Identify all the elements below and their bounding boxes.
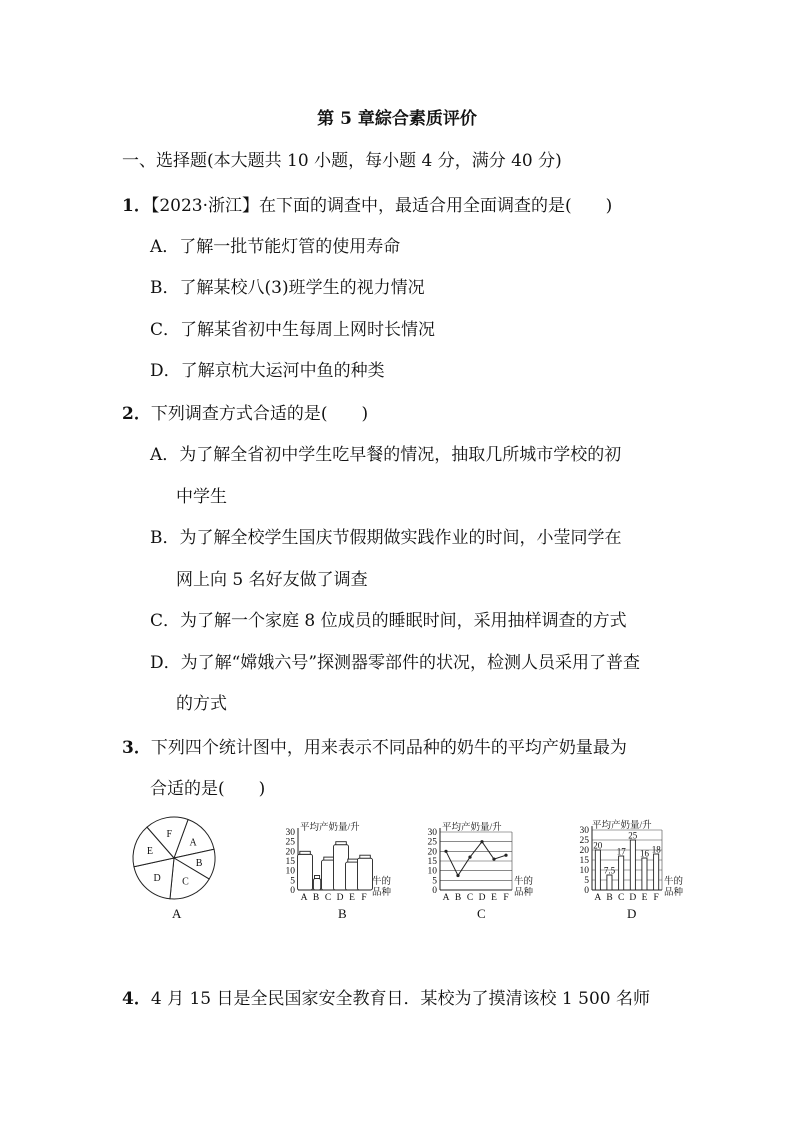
option-2b: B．为了解全校学生国庆节假期做实践作业的时间，小莹同学在: [150, 528, 622, 548]
question-3: [122, 733, 627, 758]
chart-a-pie: [124, 814, 234, 904]
chart-caption-d: D: [627, 906, 637, 921]
pie-slice-label: E: [146, 846, 153, 857]
y-tick-label: 10: [285, 866, 295, 877]
chart-caption-b: B: [338, 906, 347, 921]
y-tick-label: 5: [432, 876, 437, 887]
page-title: 第 5 章綜合素质评价: [317, 109, 477, 129]
chart-caption-a: A: [172, 906, 182, 921]
data-point: [444, 850, 447, 853]
x-tick-label: E: [349, 893, 355, 903]
y-tick-label: 25: [285, 837, 295, 848]
x-tick-label: C: [618, 893, 625, 903]
x-tick-label: F: [653, 893, 659, 903]
option-2d: D．为了解“嫦娥六号”探测器零部件的状况，检测人员采用了普查: [150, 653, 641, 673]
x-tick-label: D: [478, 893, 486, 903]
y-tick-label: 0: [584, 886, 589, 896]
y-tick-label: 30: [427, 828, 437, 838]
y-axis-title: 平均产奶量/升: [592, 821, 652, 831]
x-tick-label: F: [361, 893, 367, 903]
option-1b: B．了解某校八(3)班学生的视力情况: [150, 278, 425, 298]
y-axis-title: 平均产奶量/升: [300, 823, 360, 833]
y-tick-label: 10: [427, 866, 437, 877]
x-tick-label: A: [300, 893, 308, 903]
pie-slice-label: F: [166, 829, 173, 840]
x-axis-title-line1: 牛的: [372, 877, 392, 887]
data-label: 16: [640, 848, 649, 859]
y-axis-title: 平均产奶量/升: [442, 823, 502, 833]
pie-slice-label: B: [195, 858, 203, 870]
data-label: 25: [628, 830, 638, 841]
question-text: 4 月 15 日是全民国家安全教育日．某校为了摸清该校 1 500 名师: [150, 989, 650, 1009]
x-tick-label: A: [594, 893, 602, 903]
bar: [595, 850, 600, 890]
x-tick-label: C: [324, 893, 332, 903]
option-2a: A．为了解全省初中学生吃早餐的情况，抽取几所城市学校的初: [150, 445, 622, 465]
x-tick-label: D: [629, 893, 637, 903]
option-1a: A．了解一批节能灯管的使用寿命: [150, 237, 401, 257]
y-tick-label: 15: [285, 857, 295, 867]
chart-caption-c: C: [477, 906, 486, 921]
bottle-cap: [315, 876, 320, 879]
bar: [619, 856, 624, 890]
option-1d: D．了解京杭大运河中鱼的种类: [150, 361, 385, 381]
section-heading: 一、选择题(本大题共 10 小题，每小题 4 分，满分 40 分): [122, 151, 562, 171]
x-tick-label: C: [466, 893, 474, 903]
y-tick-label: 25: [579, 836, 589, 846]
y-tick-label: 15: [427, 857, 437, 867]
data-label: 7.5: [603, 865, 616, 876]
question-2: [122, 399, 368, 424]
question-number: 3．: [122, 738, 151, 758]
bottle-body: [313, 879, 320, 891]
y-tick-label: 5: [290, 876, 295, 887]
bottle-cap: [348, 859, 359, 862]
x-axis-title-line1: 牛的: [514, 877, 534, 887]
data-point: [504, 854, 507, 857]
y-tick-label: 30: [285, 828, 295, 838]
question-text: 下列调查方式合适的是( ): [150, 404, 369, 424]
y-tick-label: 5: [584, 876, 589, 886]
x-tick-label: E: [491, 893, 497, 903]
bottle-cap: [324, 857, 335, 860]
option-2c: C．为了解一个家庭 8 位成员的睡眠时间，采用抽样调查的方式: [150, 611, 627, 631]
x-tick-label: E: [641, 893, 648, 903]
option-1c: C．了解某省初中生每周上网时长情况: [150, 320, 436, 340]
question-1: [122, 191, 612, 216]
x-tick-label: B: [606, 893, 613, 903]
bottle-cap: [300, 851, 311, 854]
data-point: [468, 856, 471, 859]
x-tick-label: A: [442, 893, 450, 903]
y-tick-label: 0: [432, 886, 437, 896]
data-point: [456, 874, 459, 877]
bar: [642, 858, 647, 890]
x-tick-label: B: [454, 893, 462, 903]
x-tick-label: B: [312, 893, 320, 903]
y-tick-label: 25: [427, 837, 437, 848]
x-axis-title-line2: 品种: [514, 888, 534, 898]
bottle-body: [298, 854, 313, 890]
y-tick-label: 0: [290, 886, 295, 896]
x-tick-label: D: [336, 893, 344, 903]
option-2d-cont: 的方式: [176, 694, 227, 714]
pie-slice-label: C: [182, 876, 189, 888]
bar: [630, 840, 635, 890]
question-number: 2．: [122, 404, 151, 424]
x-axis-title-line2: 品种: [372, 888, 392, 898]
question-3-cont: 合适的是( ): [150, 779, 266, 799]
y-tick-label: 10: [579, 866, 589, 876]
y-tick-label: 15: [579, 856, 589, 866]
y-tick-label: 20: [579, 846, 589, 856]
question-number: 4．: [122, 989, 151, 1009]
question-text: 下列四个统计图中，用来表示不同品种的奶牛的平均产奶量最为: [150, 738, 627, 758]
y-tick-label: 20: [427, 847, 437, 858]
option-2b-cont: 网上向 5 名好友做了调查: [176, 570, 368, 590]
option-2a-cont: 中学生: [176, 487, 227, 507]
bar: [607, 875, 612, 890]
pie-slice-label: A: [189, 837, 197, 849]
data-point: [492, 858, 495, 861]
x-axis-title-line2: 品种: [664, 888, 684, 898]
chart-b-pictograph: [272, 814, 412, 904]
y-tick-label: 20: [285, 847, 295, 858]
chart-c-line: [416, 814, 546, 904]
data-point: [480, 840, 483, 843]
bottle-cap: [336, 842, 347, 845]
y-tick-label: 30: [579, 826, 589, 836]
data-label: 18: [651, 844, 661, 855]
bar: [654, 854, 659, 890]
bottle-body: [358, 858, 373, 890]
x-axis-title-line1: 牛的: [664, 877, 684, 887]
data-label: 20: [593, 840, 603, 851]
question-number: 1．: [122, 196, 151, 216]
bottle-cap: [360, 855, 371, 858]
chart-d-bar: [568, 810, 698, 904]
pie-slice-label: D: [153, 873, 161, 884]
question-text: 【2023·浙江】在下面的调查中，最适合用全面调查的是( ): [150, 196, 613, 216]
question-4: [122, 984, 650, 1009]
data-label: 17: [616, 846, 626, 857]
x-tick-label: F: [503, 893, 509, 903]
